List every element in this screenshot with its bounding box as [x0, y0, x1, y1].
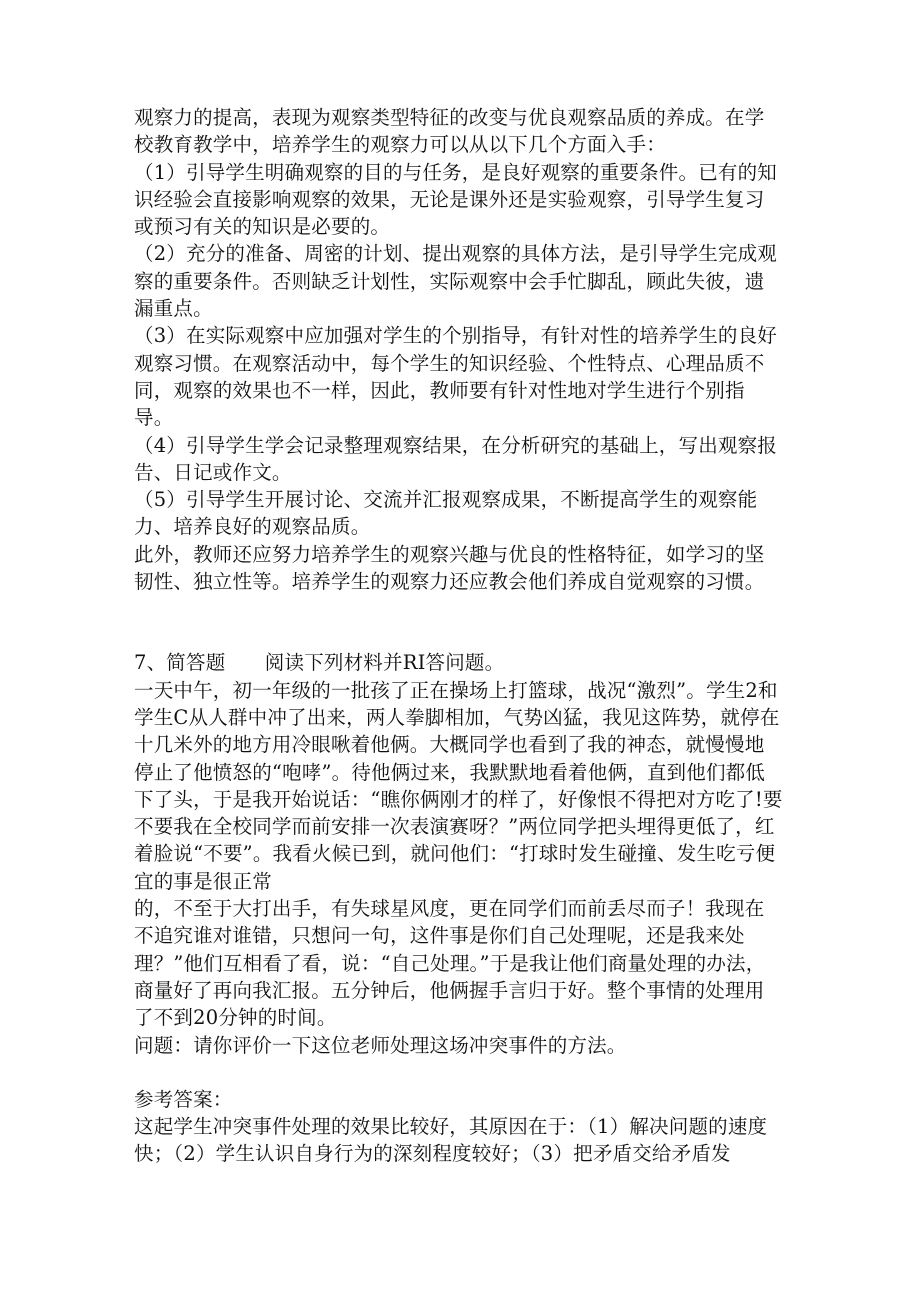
summary-paragraph: 此外，教师还应努力培养学生的观察兴趣与优良的性格特征，如学习的坚韧性、独立性等。培养学生的观察力还应教会他们养成自觉观察的习惯。	[134, 542, 765, 594]
answer-label: 参考答案：	[134, 1087, 233, 1111]
intro-paragraph: 观察力的提高，表现为观察类型特征的改变与优良观察品质的养成。在学校教育教学中，培养学生的观察力可以从以下几个方面入手：	[134, 106, 765, 157]
document-body	[134, 104, 784, 1168]
answer-text: 这起学生冲突事件处理的效果比较好，其原因在于：（1）解决问题的速度快；（2）学生认识自身行为的深刻程度较好；（3）把矛盾交给矛盾发	[134, 1115, 768, 1166]
section-spacer	[134, 595, 784, 649]
point-1-paragraph: （1）引导学生明确观察的目的与任务，是良好观察的重要条件。已有的知识经验会直接影响观察的效果，无论是课外还是实验观察，引导学生复习或预习有关的知识是必要的。	[134, 160, 778, 239]
point-5-paragraph: （5）引导学生开展讨论、交流并汇报观察成果，不断提高学生的观察能力、培养良好的观察品质。	[134, 488, 758, 539]
question-heading: 7、简答题 阅读下列材料并RI答问题。	[134, 651, 505, 675]
point-3-paragraph: （3）在实际观察中应加强对学生的个别指导，有针对性的培养学生的良好观察习惯。在观察活动中，每个学生的知识经验、个性特点、心理品质不同，观察的效果也不一样，因此，教师要有针对性地对学生进行个别指导。	[134, 324, 778, 430]
question-prompt: 问题：请你评价一下这位老师处理这场冲突事件的方法。	[134, 1033, 627, 1057]
material-paragraph-2: 的，不至于大打出手，有失球星风度，更在同学们而前丢尽而子！我现在不追究谁对谁错，只想问一句，这件事是你们自己处理呢，还是我来处理？”他们互相看了看，说：“自己处理。”于是我让他们商量处理的办法，商量好了再向我汇报。五分钟后，他俩握手言归于好。整个事情的处理用了不到20分钟的时间。	[134, 897, 766, 1030]
point-2-paragraph: （2）充分的准备、周密的计划、提出观察的具体方法，是引导学生完成观察的重要条件。否则缺乏计划性，实际观察中会手忙脚乱，顾此失彼，遗漏重点。	[134, 242, 778, 321]
material-paragraph-1: 一天中午，初一年级的一批孩了正在操场上打篮球，战况“激烈”。学生2和学生C从人群中冲了出来，两人拳脚相加，气势凶猛，我见这阵势，就停在十几米外的地方用冷眼啾着他俩。大概同学也看到了我的神态，就慢慢地停止了他愤怒的“咆哮”。待他俩过来，我默默地看着他俩，直到他们都低下了头，于是我开始说话：“瞧你俩刚才的样了，好像恨不得把对方吃了!要不要我在全校同学而前安排一次表演赛呀？”两位同学把头埋得更低了，红着脸说“不要”。我看火候已到，就问他们：“打球时发生碰撞、发生吃亏便宜的事是很正常	[134, 678, 783, 893]
answer-spacer	[134, 1059, 784, 1086]
point-4-paragraph: （4）引导学生学会记录整理观察结果，在分析研究的基础上，写出观察报告、日记或作文。	[134, 433, 778, 484]
